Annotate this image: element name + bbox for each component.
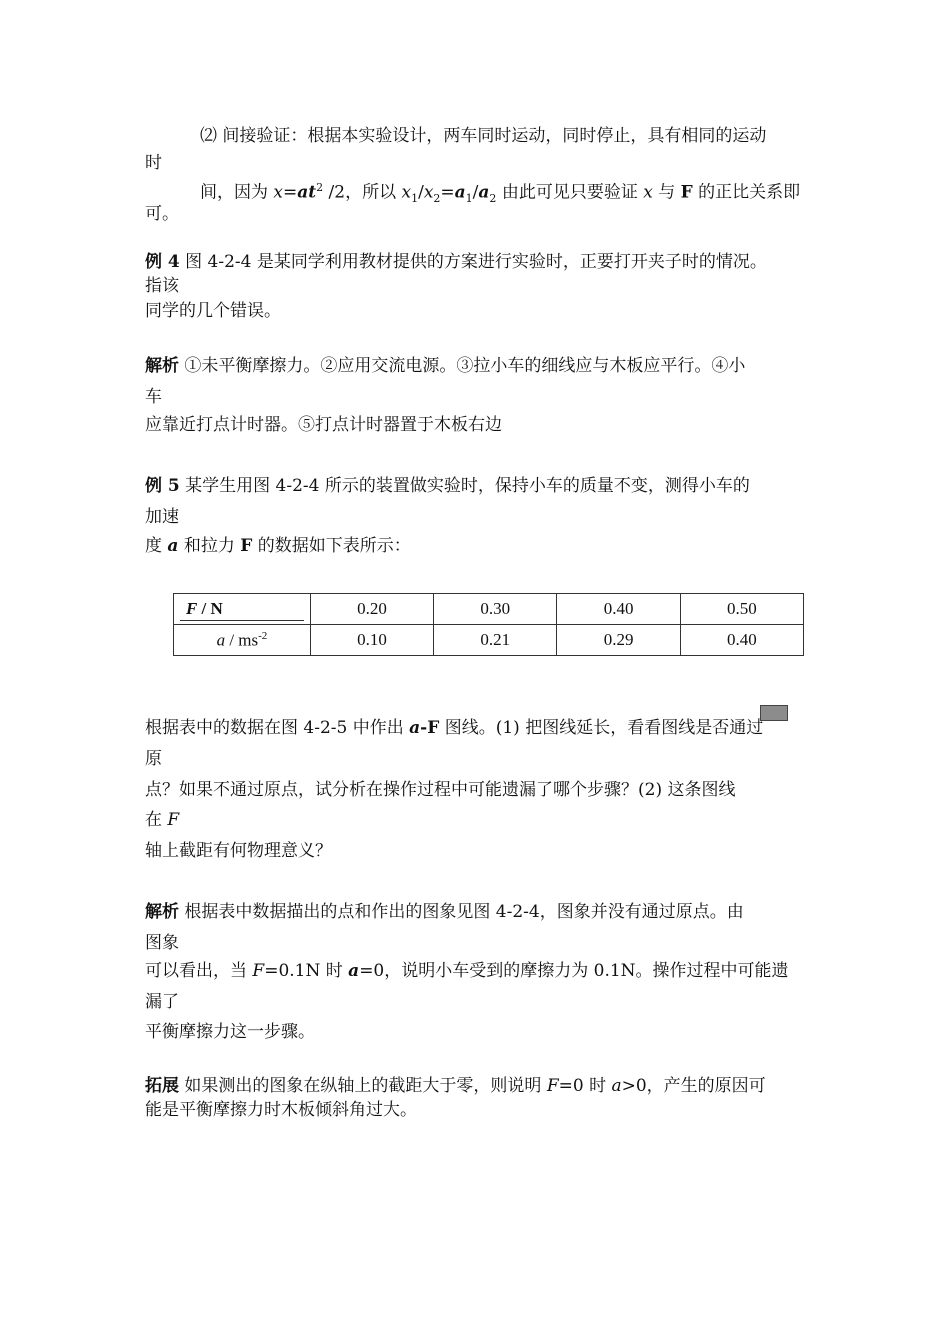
extension-text: >0，产生的原因可 <box>621 1076 766 1096</box>
solution4-line1 <box>145 354 745 378</box>
table-cell: 0.29 <box>557 625 680 656</box>
example4-line2 <box>145 274 179 298</box>
example4-line1 <box>145 250 767 274</box>
var-a: a <box>409 718 421 738</box>
solution5-text: 平衡摩擦力这一步骤。 <box>145 1022 315 1042</box>
question-line1 <box>145 716 763 740</box>
dash: - <box>420 718 428 738</box>
example5-text: 某学生用图 4-2-4 所示的装置做实验时，保持小车的质量不变，测得小车的 <box>179 476 750 496</box>
question-line3 <box>145 778 735 802</box>
solution5-line4 <box>145 990 179 1014</box>
solution4-line3 <box>145 413 502 437</box>
table-cell: 0.20 <box>310 594 433 625</box>
solution5-text: 根据表中数据描出的点和作出的图象见图 4-2-4，图象并没有通过原点。由 <box>179 902 744 922</box>
subscript: 2 <box>433 192 441 206</box>
question-text: 轴上截距有何物理意义？ <box>145 841 332 861</box>
example4-text: 同学的几个错误。 <box>145 301 281 321</box>
solution4-line2 <box>145 385 162 409</box>
var-F: F <box>427 718 440 738</box>
superscript: -2 <box>258 629 268 642</box>
extension-line2 <box>145 1098 417 1122</box>
var-F: F <box>546 1076 559 1096</box>
var-x2: x <box>423 182 434 203</box>
solution5-text: =0，说明小车受到的摩擦力为 0.1N。操作过程中可能遗 <box>359 961 789 981</box>
solution4-text: ①未平衡摩擦力。②应用交流电源。③拉小车的细线应与木板应平行。④小 <box>179 356 746 376</box>
example4-text: 图 4-2-4 是某同学利用教材提供的方案进行实验时，正要打开夹子时的情况。 <box>179 252 767 272</box>
example4-line3 <box>145 299 281 323</box>
var-x: x <box>643 182 653 203</box>
example5-label: 例 5 <box>145 476 180 496</box>
question-line5 <box>145 839 332 863</box>
var-a: a <box>216 630 226 650</box>
embedded-object-placeholder <box>760 705 788 721</box>
var-x1: x <box>401 182 412 203</box>
var-a: a <box>348 961 360 981</box>
solution5-line3 <box>145 959 789 983</box>
var-a: a <box>167 536 179 556</box>
table-header-acceleration <box>174 625 311 656</box>
example5-line1 <box>145 474 750 498</box>
example4-text: 指该 <box>145 276 179 296</box>
para1-text: 可。 <box>145 204 179 224</box>
table-header-force <box>174 594 311 625</box>
var-F: F <box>680 182 693 203</box>
table-row <box>174 594 804 625</box>
solution5-text: 漏了 <box>145 992 179 1012</box>
example5-line2 <box>145 505 179 529</box>
equals-sign: = <box>440 182 455 203</box>
var-a: a <box>611 1076 622 1096</box>
var-F: F <box>185 598 198 618</box>
para1-line1 <box>200 124 766 148</box>
question-text: 原 <box>145 749 162 769</box>
example5-line3 <box>145 534 411 558</box>
solution4-text: 应靠近打点计时器。⑤打点计时器置于木板右边 <box>145 415 502 435</box>
para1-text: 时 <box>145 153 162 173</box>
table-cell: 0.30 <box>434 594 557 625</box>
var-x: x <box>273 182 283 203</box>
example5-text: 加速 <box>145 507 179 527</box>
solution5-line5 <box>145 1020 315 1044</box>
question-line4 <box>145 808 179 832</box>
question-text: 在 <box>145 810 168 830</box>
solution5-text: 图象 <box>145 933 179 953</box>
unit-label: / N <box>197 598 223 618</box>
question-text: 点？如果不通过原点，试分析在操作过程中可能遗漏了哪个步骤？(2) 这条图线 <box>145 780 736 800</box>
var-F: F <box>252 961 265 981</box>
unit-label: / ms <box>225 630 259 650</box>
solution4-label: 解析 <box>145 356 179 376</box>
solution5-line2 <box>145 931 179 955</box>
para1-text: 与 <box>652 182 681 203</box>
extension-text: 能是平衡摩擦力时木板倾斜角过大。 <box>145 1100 417 1120</box>
para1-text: /2，所以 <box>323 182 402 203</box>
table-cell: 0.40 <box>557 594 680 625</box>
para1-text: 由此可见只要验证 <box>496 182 644 203</box>
solution4-text: 车 <box>145 387 162 407</box>
solution5-text: =0.1N 时 <box>264 961 349 981</box>
example5-text: 和拉力 <box>178 536 241 556</box>
para1-line3 <box>200 176 800 211</box>
solution5-text: 可以看出，当 <box>145 961 253 981</box>
example4-label: 例 4 <box>145 252 180 272</box>
solution5-line1 <box>145 900 744 924</box>
var-F: F <box>167 810 180 830</box>
extension-text: 如果测出的图象在纵轴上的截距大于零，则说明 <box>179 1076 547 1096</box>
table-cell: 0.10 <box>310 625 433 656</box>
example5-text: 度 <box>145 536 168 556</box>
subscript: 2 <box>489 192 497 206</box>
para1-line2 <box>145 151 162 175</box>
table-cell: 0.50 <box>680 594 803 625</box>
table-row <box>174 625 804 656</box>
para1-text: 的正比关系即 <box>692 182 801 203</box>
subscript: 1 <box>465 192 473 206</box>
var-a2: a <box>478 182 490 203</box>
var-F: F <box>240 536 253 556</box>
extension-label: 拓展 <box>145 1076 179 1096</box>
para1-text: ⑵ 间接验证：根据本实验设计，两车同时运动，同时停止，具有相同的运动 <box>200 126 767 146</box>
extension-text: =0 时 <box>558 1076 612 1096</box>
example5-text: 的数据如下表所示： <box>252 536 411 556</box>
table-cell: 0.40 <box>680 625 803 656</box>
data-table <box>173 593 804 656</box>
var-at: at <box>297 182 317 203</box>
para1-line4 <box>145 202 179 226</box>
para1-text: 间，因为 <box>200 182 274 203</box>
slash: / <box>472 182 479 203</box>
extension-line1 <box>145 1074 766 1098</box>
solution5-label: 解析 <box>145 902 179 922</box>
force-header-label <box>180 598 304 621</box>
slash: / <box>418 182 424 203</box>
question-text: 图线。(1) 把图线延长，看看图线是否通过 <box>439 718 764 738</box>
subscript: 1 <box>411 192 419 206</box>
question-line2 <box>145 747 162 771</box>
var-a1: a <box>454 182 466 203</box>
equals-sign: = <box>283 182 298 203</box>
table-cell: 0.21 <box>434 625 557 656</box>
question-text: 根据表中的数据在图 4-2-5 中作出 <box>145 718 410 738</box>
superscript: 2 <box>316 181 324 194</box>
